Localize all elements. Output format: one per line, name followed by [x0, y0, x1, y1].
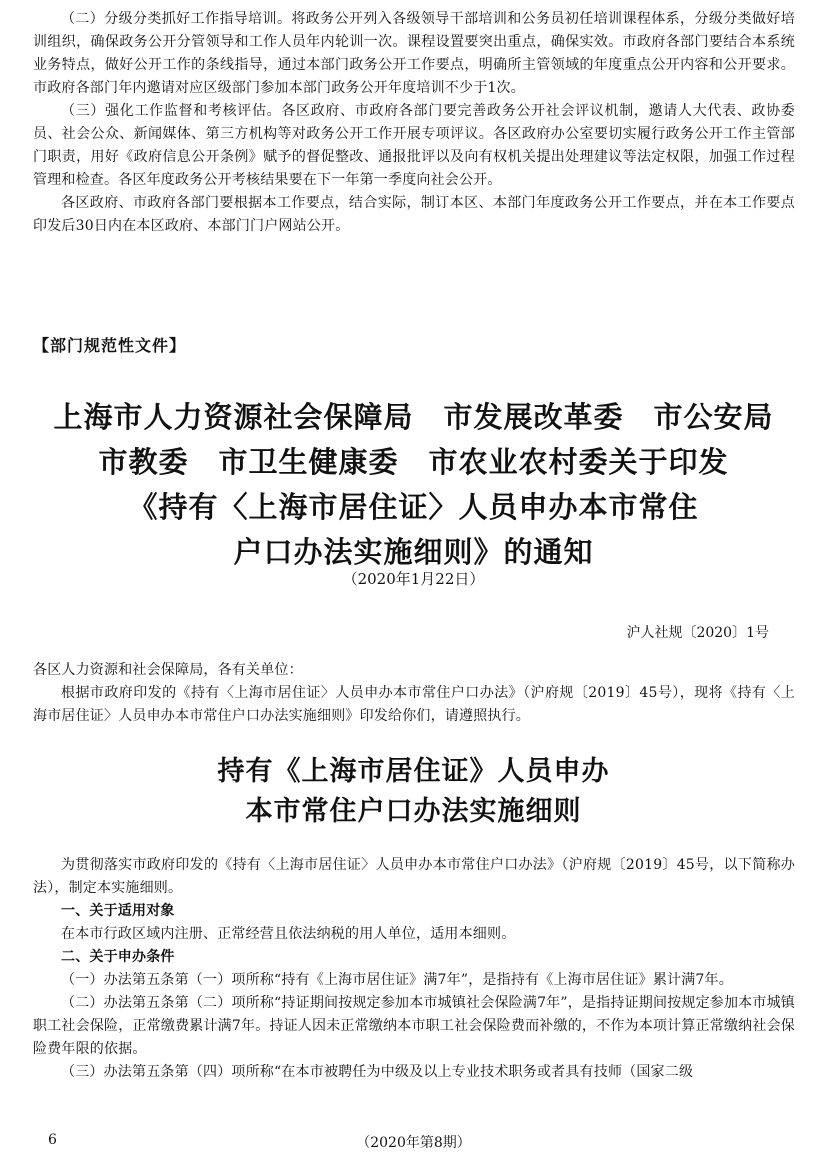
sub-title [0, 752, 827, 832]
main-title [0, 395, 827, 575]
paragraph-training: （二）分级分类抓好工作指导培训。将政务公开列入各级领导干部培训和公务员初任培训课程体系，分级分类做好培训组织，确保政务公开分管领导和工作人员年内轮训一次。课程设置要突出重点，确保实效。市政府各部门要结合本系统业务特点，做好公开工作的条线指导，通过本部门政务公开工作要点，明确所主管领域的年度重点公开内容和公开要求。市政府各部门年内邀请对应区级部门参加本部门政务公开年度培训不少于1次。 [33, 11, 795, 96]
paragraph-requirements: 各区政府、市政府各部门要根据本工作要点，结合实际，制订本区、本部门年度政务公开工作要点，并在本工作要点印发后30日内在本区政府、本部门门户网站公开。 [33, 195, 795, 234]
rules-paragraph: 在本市行政区域内注册、正常经营且依法纳税的用人单位，适用本细则。 [61, 926, 516, 942]
notice-body: 根据市政府印发的《持有〈上海市居住证〉人员申办本市常住户口办法》（沪府规〔2019〕45号），现将《持有〈上海市居住证〉人员申办本市常住户口办法实施细则》印发给你们，请遵照执行。 [33, 685, 795, 724]
main-title-line: 上海市人力资源社会保障局 市发展改革委 市公安局 [53, 400, 774, 434]
main-title-line: 市教委 市卫生健康委 市农业农村委关于印发 [98, 445, 729, 479]
rules-section [33, 854, 795, 1084]
issue-date: （2020年1月22日） [342, 570, 485, 588]
heading-application-conditions: 二、关于申办条件 [61, 949, 175, 965]
rules-item: （三）办法第五条第（四）项所称“在本市被聘任为中级及以上专业技术职务或者具有技师（国家二级 [61, 1064, 694, 1080]
page-number: 6 [48, 1132, 57, 1148]
issue-label: （2020年第8期） [356, 1135, 471, 1151]
document-number: 沪人社规〔2020〕1号 [626, 625, 769, 641]
rules-item: （二）办法第五条第（二）项所称“持证期间按规定参加本市城镇社会保险满7年”，是指持证期间按规定参加本市城镇职工社会保险，正常缴费累计满7年。持证人因未正常缴纳本市职工社会保险费而补缴的，不作为本项计算正常缴纳社会保险费年限的依据。 [33, 995, 795, 1057]
main-title-line: 《持有〈上海市居住证〉人员申办本市常住 [128, 490, 699, 524]
top-section [33, 8, 795, 238]
rules-item: （一）办法第五条第（一）项所称“持有《上海市居住证》满7年”，是指持有《上海市居住证》累计满7年。 [61, 972, 733, 988]
section-tag: 【部门规范性文件】 [33, 336, 187, 355]
sub-title-line: 持有《上海市居住证》人员申办 [217, 756, 610, 787]
paragraph-supervision: （三）强化工作监督和考核评估。各区政府、市政府各部门要完善政务公开社会评议机制，邀请人大代表、政协委员、社会公众、新闻媒体、第三方机构等对政务公开工作开展专项评议。各区政府办公室要切实履行政务公开工作主管部门职责，用好《政府信息公开条例》赋予的督促整改、通报批评以及向有权机关提出处理建议等法定权限，加强工作过程管理和检查。各区年度政务公开考核结果要在下一年第一季度向社会公开。 [33, 103, 795, 188]
heading-applicable-objects: 一、关于适用对象 [61, 903, 175, 919]
sub-title-line: 本市常住户口办法实施细则 [245, 796, 582, 827]
notice-section [33, 659, 795, 728]
notice-recipients: 各区人力资源和社会保障局，各有关单位： [33, 662, 303, 678]
rules-intro: 为贯彻落实市政府印发的《持有〈上海市居住证〉人员申办本市常住户口办法》（沪府规〔2019〕45号，以下简称办法），制定本实施细则。 [33, 857, 795, 896]
main-title-line: 户口办法实施细则》的通知 [233, 535, 594, 569]
